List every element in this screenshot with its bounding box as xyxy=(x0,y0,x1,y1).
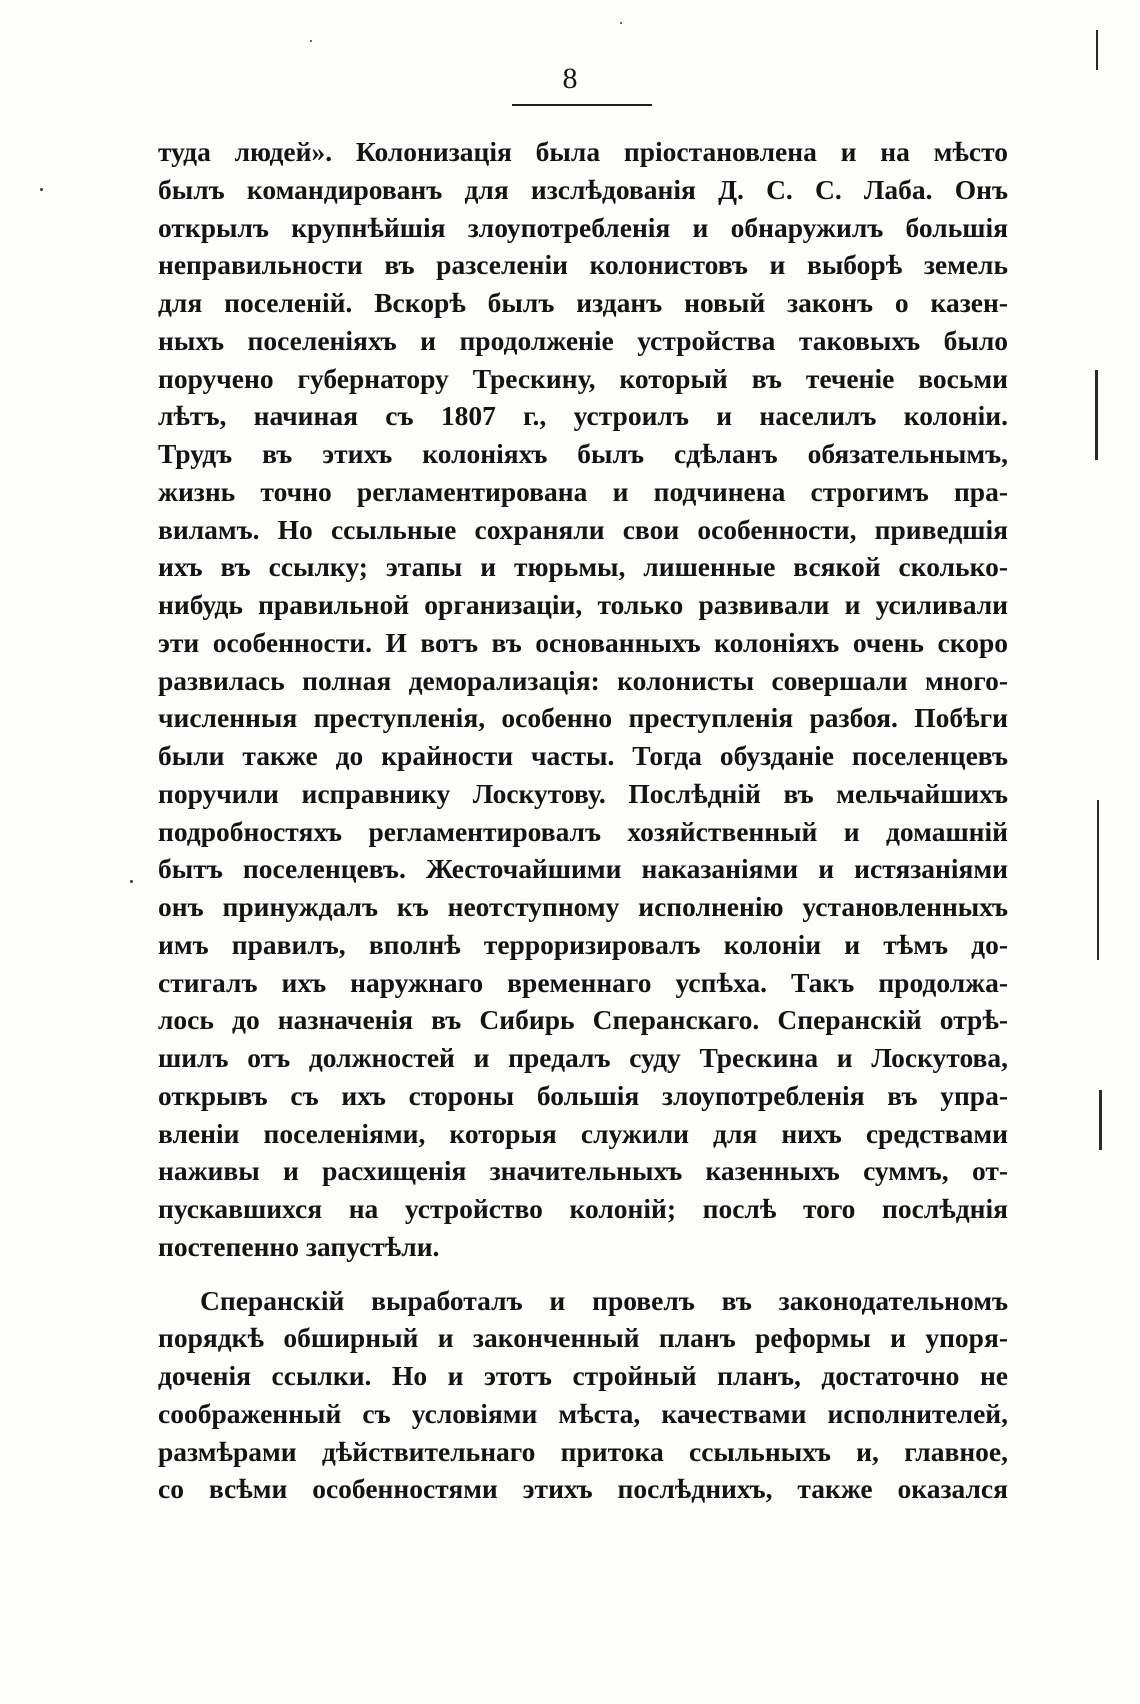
text-line: Трудъ въ этихъ колоніяхъ былъ сдѣланъ обязательнымъ, xyxy=(158,438,1008,469)
text-line: лось до назначенія въ Сибирь Сперанскаго. Сперанскій отрѣ- xyxy=(158,1004,1008,1036)
body-text xyxy=(158,133,1008,1508)
text-line: онъ принуждалъ къ неотступному исполненію установленныхъ xyxy=(158,891,1008,922)
text-line: со всѣми особенностями этихъ послѣднихъ, также оказался xyxy=(158,1473,1008,1505)
text-line: жизнь точно регламентирована и подчинена строгимъ пра- xyxy=(158,475,1008,507)
text-line: стигалъ ихъ наружнаго временнаго успѣха. Такъ продолжа- xyxy=(158,966,1008,998)
scan-edge-mark xyxy=(1099,1090,1102,1150)
paragraph-2 xyxy=(158,1282,1008,1509)
text-line: ихъ въ ссылку; этапы и тюрьмы, лишенные всякой сколько- xyxy=(158,551,1008,583)
text-line: размѣрами дѣйствительнаго притока ссыльныхъ и, главное, xyxy=(158,1435,1008,1467)
page-number: 8 xyxy=(562,62,578,95)
text-line: для поселеній. Вскорѣ былъ изданъ новый законъ о казен- xyxy=(158,287,1008,318)
text-line: имъ правилъ, вполнѣ терроризировалъ колоніи и тѣмъ до- xyxy=(158,928,1008,960)
text-line: туда людей». Колонизація была пріостановлена и на мѣсто xyxy=(158,136,1008,167)
text-line: неправильности въ разселеніи колонистовъ и выборѣ земель xyxy=(158,249,1008,281)
text-line: наживы и расхищенія значительныхъ казенныхъ суммъ, от- xyxy=(158,1155,1008,1187)
text-line: численныя преступленія, особенно преступленія разбоя. Побѣги xyxy=(158,702,1008,734)
text-line: бытъ поселенцевъ. Жесточайшими наказаніями и истязаніями xyxy=(158,853,1008,885)
scan-dust xyxy=(620,22,622,24)
text-line: былъ командированъ для изслѣдованія Д. С. С. Лаба. Онъ xyxy=(158,173,1008,205)
text-line: порядкѣ обширный и законченный планъ реформы и упоря- xyxy=(158,1322,1008,1354)
text-line: развилась полная деморализація: колонисты совершали много- xyxy=(158,664,1008,696)
scan-dust xyxy=(310,40,312,42)
text-line: открывъ съ ихъ стороны большія злоупотребленія въ упра- xyxy=(158,1079,1008,1111)
text-line: вленіи поселеніями, которыя служили для нихъ средствами xyxy=(158,1117,1008,1149)
paragraph-gap xyxy=(158,1266,1008,1282)
text-line: виламъ. Но ссыльные сохраняли свои особенности, приведшія xyxy=(158,513,1008,545)
text-line: постепенно запустѣли. xyxy=(158,1230,440,1262)
text-line: были также до крайности часты. Тогда обузданіе поселенцевъ xyxy=(158,740,1008,771)
scan-edge-mark xyxy=(1095,370,1098,460)
text-line: подробностяхъ регламентировалъ хозяйственный и домашній xyxy=(158,815,1008,847)
scan-dust xyxy=(130,880,133,883)
text-line: нибудь правильной организаціи, только развивали и усиливали xyxy=(158,589,1008,620)
scan-edge-mark xyxy=(1096,30,1098,70)
text-line: лѣтъ, начиная съ 1807 г., устроилъ и населилъ колоніи. xyxy=(158,400,1008,432)
text-line: соображенный съ условіями мѣста, качествами исполнителей, xyxy=(158,1397,1008,1429)
scan-edge-mark xyxy=(1097,800,1099,960)
text-line: ныхъ поселеніяхъ и продолженіе устройства таковыхъ было xyxy=(158,324,1008,356)
text-line: шилъ отъ должностей и предалъ суду Трескина и Лоскутова, xyxy=(158,1042,1008,1073)
paragraph-1 xyxy=(158,133,1008,1266)
text-line: Сперанскій выработалъ и провелъ въ законодательномъ xyxy=(200,1284,1008,1316)
header-rule xyxy=(512,104,652,106)
text-line: открылъ крупнѣйшія злоупотребленія и обнаружилъ большія xyxy=(158,211,1008,243)
text-line: поручили исправнику Лоскутову. Послѣдній въ мельчайшихъ xyxy=(158,777,1008,809)
scan-dust xyxy=(40,188,43,191)
text-line: пускавшихся на устройство колоній; послѣ того послѣднія xyxy=(158,1193,1008,1224)
text-line: поручено губернатору Трескину, который въ теченіе восьми xyxy=(158,362,1008,394)
text-line: эти особенности. И вотъ въ основанныхъ колоніяхъ очень скоро xyxy=(158,626,1008,658)
text-line: доченія ссылки. Но и этотъ стройный планъ, достаточно не xyxy=(158,1360,1008,1391)
